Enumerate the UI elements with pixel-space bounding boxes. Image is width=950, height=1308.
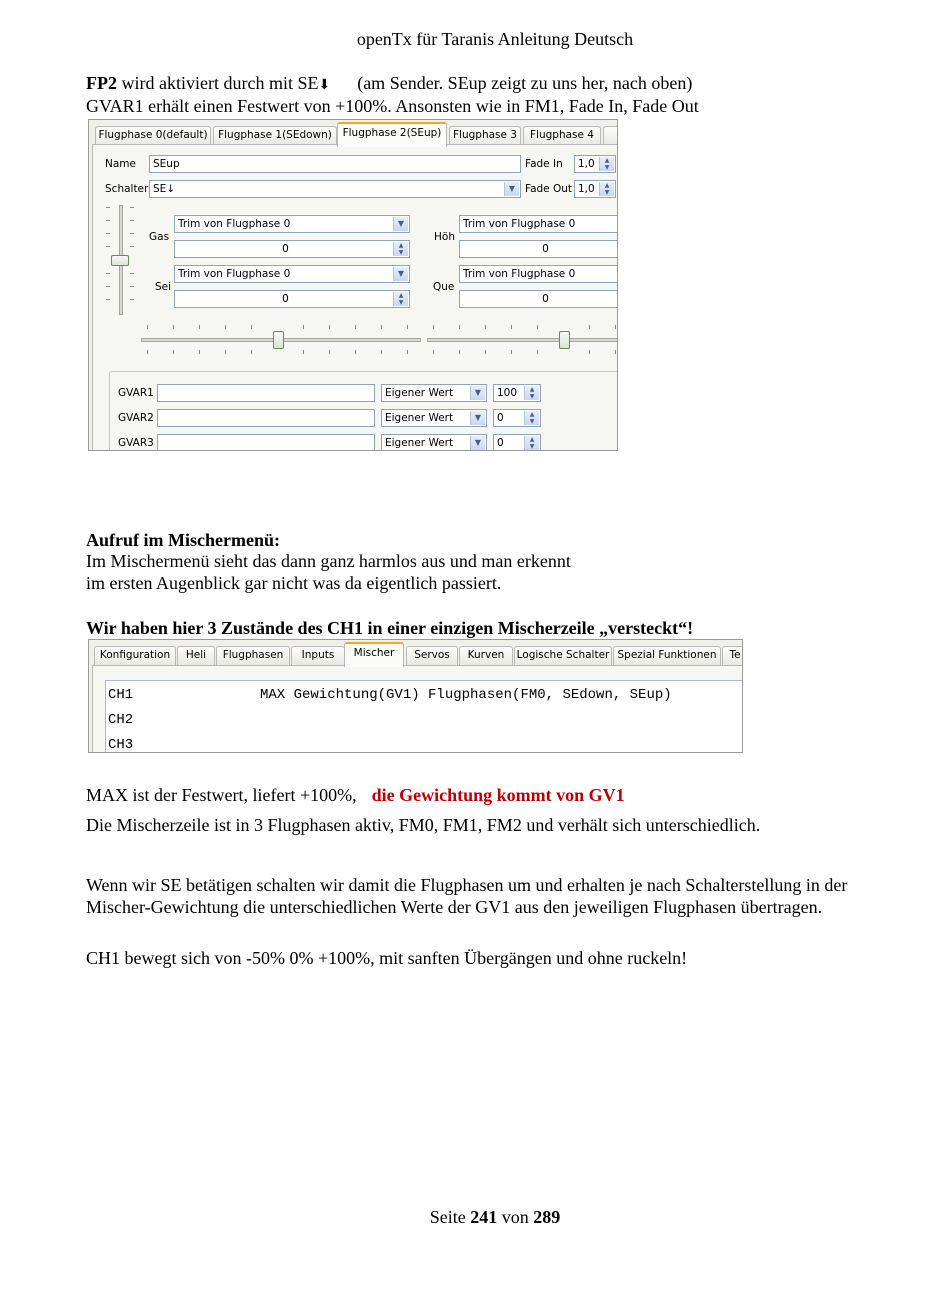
fade-out-spinbox[interactable] <box>574 180 616 198</box>
tab-flugphasen[interactable]: Flugphasen <box>216 646 290 665</box>
fade-in-spinbox[interactable] <box>574 155 616 173</box>
gvar3-value-spinbox[interactable] <box>493 434 541 451</box>
vertical-trim-thumb[interactable] <box>111 255 129 266</box>
tab-konfiguration[interactable]: Konfiguration <box>94 646 176 665</box>
gvar1-mode: Eigener Wert <box>385 387 454 399</box>
switch-label: Schalter <box>105 183 149 195</box>
vertical-trim-slider[interactable] <box>103 201 137 317</box>
mixer-row-entry: MAX Gewichtung(GV1) Flugphasen(FM0, SEdown, SEup) <box>260 687 672 703</box>
trim-hoeh-value-spinbox[interactable] <box>459 240 618 258</box>
arrow-down-icon: ⬇ <box>318 77 331 93</box>
max-text: MAX ist der Festwert, liefert +100%, <box>86 785 357 805</box>
trim-hoeh-mode-select[interactable] <box>459 215 618 233</box>
switch-value: SE↓ <box>153 183 176 195</box>
gvar1-name-field[interactable] <box>157 384 375 402</box>
chevron-down-icon[interactable]: ▼ <box>470 411 485 425</box>
trim-sei-label: Sei <box>155 281 172 293</box>
trim-sei-value: 0 <box>282 293 289 305</box>
se-paragraph-line-2: Mischer-Gewichtung die unterschiedlichen Werte der GV1 aus den jeweiligen Flugphasen übertragen. <box>86 897 823 917</box>
horizontal-trim-slider-left[interactable] <box>141 321 421 357</box>
gvar1-label: GVAR1 <box>118 387 154 399</box>
trim-que-value-spinbox[interactable] <box>459 290 618 308</box>
trim-que-value: 0 <box>542 293 549 305</box>
tab-te[interactable]: Te <box>722 646 743 665</box>
tab-mischer[interactable]: Mischer <box>344 642 404 667</box>
footer-middle: von <box>501 1207 529 1227</box>
mixer-tabbar <box>89 640 742 666</box>
trim-gas-mode-select[interactable] <box>174 215 410 233</box>
gvar2-name-field[interactable] <box>157 409 375 427</box>
flightmode-tabbar <box>89 120 617 146</box>
gvar2-mode: Eigener Wert <box>385 412 454 424</box>
mixer-heading: Aufruf im Mischermenü: <box>86 530 280 550</box>
flightmode-panel <box>92 144 618 451</box>
switch-select[interactable] <box>149 180 521 198</box>
trim-sei-mode-select[interactable] <box>174 265 410 283</box>
gvar2-value-spinbox[interactable] <box>493 409 541 427</box>
gvar3-label: GVAR3 <box>118 437 154 449</box>
spin-arrows-icon[interactable]: ▲ ▼ <box>524 411 539 425</box>
gvar3-value: 0 <box>497 437 504 449</box>
trim-hoeh-value: 0 <box>542 243 549 255</box>
mixer-panel <box>92 665 743 753</box>
intro-line-1-note: (am Sender. SEup zeigt zu uns her, nach oben) <box>357 73 693 93</box>
spin-arrows-icon[interactable]: ▲ ▼ <box>393 292 408 306</box>
trim-que-label: Que <box>433 281 455 293</box>
ch1-line: CH1 bewegt sich von -50% 0% +100%, mit sanften Übergängen und ohne ruckeln! <box>86 948 688 968</box>
mixer-line-2: im ersten Augenblick gar nicht was da eigentlich passiert. <box>86 573 502 593</box>
tab-heli[interactable]: Heli <box>177 646 215 665</box>
mixer-list[interactable] <box>105 680 743 753</box>
gvar3-mode: Eigener Wert <box>385 437 454 449</box>
phases-line: Die Mischerzeile ist in 3 Flugphasen aktiv, FM0, FM1, FM2 und verhält sich unterschiedlich. <box>86 815 761 835</box>
page-footer <box>0 1206 950 1228</box>
trim-sei-mode: Trim von Flugphase 0 <box>178 268 291 280</box>
tab-flugphase-2[interactable]: Flugphase 2(SEup) <box>337 122 447 147</box>
chevron-down-icon[interactable]: ▼ <box>393 217 408 231</box>
trim-gas-value: 0 <box>282 243 289 255</box>
horizontal-trim-thumb-right[interactable] <box>559 331 570 349</box>
flightmode-window <box>88 119 618 451</box>
spin-arrows-icon[interactable]: ▲ ▼ <box>393 242 408 256</box>
tab-flugphase-1[interactable]: Flugphase 1(SEdown) <box>213 126 337 145</box>
fade-in-value: 1,0 <box>578 158 595 170</box>
trim-gas-label: Gas <box>149 231 170 243</box>
mixer-bold-line: Wir haben hier 3 Zustände des CH1 in einer einzigen Mischerzeile „versteckt“! <box>86 618 694 638</box>
trim-que-mode-select[interactable] <box>459 265 618 283</box>
horizontal-trim-slider-right[interactable] <box>427 321 618 357</box>
horizontal-trim-thumb-left[interactable] <box>273 331 284 349</box>
mixer-row[interactable] <box>108 733 133 753</box>
mixer-row[interactable] <box>108 708 133 733</box>
gvar1-value: 100 <box>497 387 518 399</box>
tab-servos[interactable]: Servos <box>406 646 458 665</box>
tab-kurven[interactable]: Kurven <box>459 646 513 665</box>
mixer-row-channel: CH2 <box>108 712 134 728</box>
trim-gas-value-spinbox[interactable] <box>174 240 410 258</box>
spin-arrows-icon[interactable]: ▲ ▼ <box>599 157 614 171</box>
spin-arrows-icon[interactable]: ▲ ▼ <box>524 436 539 450</box>
fp2-label: FP2 <box>86 73 117 93</box>
footer-prefix: Seite <box>429 1207 466 1227</box>
tab-flugphase-4[interactable]: Flugphase 4 <box>523 126 601 145</box>
gvar3-name-field[interactable] <box>157 434 375 451</box>
intro-line-1 <box>86 72 692 96</box>
max-line <box>86 784 625 806</box>
fade-out-value: 1,0 <box>578 183 595 195</box>
gvar1-mode-select[interactable] <box>381 384 487 402</box>
trim-hoeh-mode: Trim von Flugphase 0 <box>463 218 576 230</box>
name-field[interactable]: SEup <box>149 155 521 173</box>
tab-more[interactable] <box>603 126 618 145</box>
gvar-group <box>109 371 618 451</box>
mixer-row-channel: CH1 <box>108 687 134 703</box>
se-paragraph-line-1: Wenn wir SE betätigen schalten wir damit die Flugphasen um und erhalten je nach Schalterstellung in der <box>86 875 848 895</box>
max-red-text: die Gewichtung kommt von GV1 <box>371 785 625 805</box>
mixer-row-channel: CH3 <box>108 737 134 753</box>
trim-sei-value-spinbox[interactable] <box>174 290 410 308</box>
spin-arrows-icon[interactable]: ▲ ▼ <box>524 386 539 400</box>
chevron-down-icon[interactable]: ▼ <box>470 436 485 450</box>
gvar3-mode-select[interactable] <box>381 434 487 451</box>
mixer-row[interactable] <box>108 683 672 708</box>
gvar2-label: GVAR2 <box>118 412 154 424</box>
tab-logische-schalter[interactable]: Logische Schalter <box>514 646 612 665</box>
page-header-title: openTx für Taranis Anleitung Deutsch <box>356 29 634 49</box>
mixer-line-1: Im Mischermenü sieht das dann ganz harmlos aus und man erkennt <box>86 551 571 571</box>
gvar2-value: 0 <box>497 412 504 424</box>
tab-spezial-funktionen[interactable]: Spezial Funktionen <box>613 646 721 665</box>
intro-line-2: GVAR1 erhält einen Festwert von +100%. Ansonsten wie in FM1, Fade In, Fade Out <box>86 96 699 116</box>
tab-flugphase-3[interactable]: Flugphase 3 <box>449 126 521 145</box>
tab-flugphase-0[interactable]: Flugphase 0(default) <box>95 126 211 145</box>
footer-total: 289 <box>533 1207 561 1227</box>
trim-gas-mode: Trim von Flugphase 0 <box>178 218 291 230</box>
trim-que-mode: Trim von Flugphase 0 <box>463 268 576 280</box>
mixer-window <box>88 639 743 753</box>
chevron-down-icon[interactable]: ▼ <box>393 267 408 281</box>
gvar2-mode-select[interactable] <box>381 409 487 427</box>
intro-line-1-text: wird aktiviert durch mit SE <box>121 73 319 93</box>
spin-arrows-icon[interactable]: ▲ ▼ <box>599 182 614 196</box>
chevron-down-icon[interactable]: ▼ <box>470 386 485 400</box>
name-label: Name <box>105 158 136 170</box>
footer-page: 241 <box>470 1207 498 1227</box>
gvar1-value-spinbox[interactable] <box>493 384 541 402</box>
chevron-down-icon[interactable]: ▼ <box>504 182 519 196</box>
fade-in-label: Fade In <box>525 158 563 170</box>
trim-hoeh-label: Höh <box>434 231 455 243</box>
tab-inputs[interactable]: Inputs <box>291 646 345 665</box>
fade-out-label: Fade Out <box>525 183 573 195</box>
